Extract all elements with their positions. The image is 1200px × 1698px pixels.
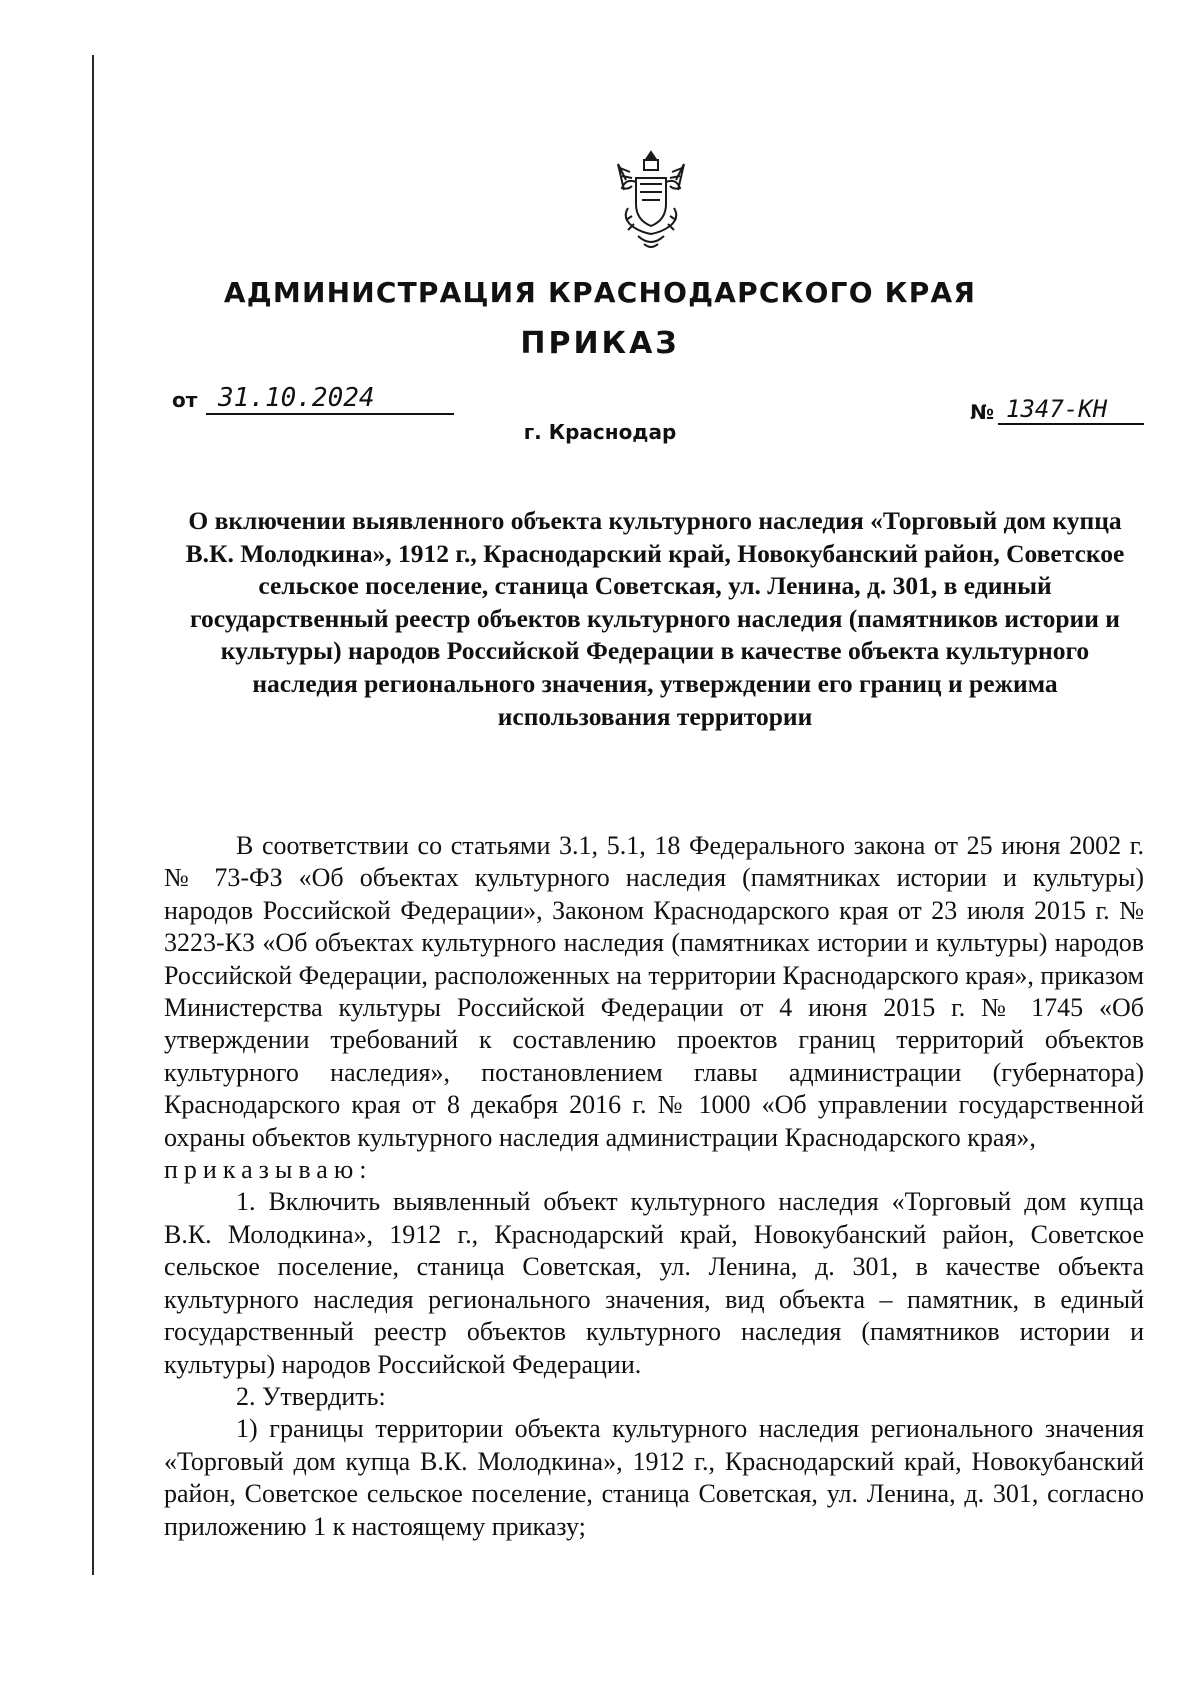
document-date: 31.10.2024	[206, 383, 454, 415]
document-type: ПРИКАЗ	[520, 326, 680, 361]
organization-name: АДМИНИСТРАЦИЯ КРАСНОДАРСКОГО КРАЯ	[223, 276, 977, 309]
order-verb: приказываю:	[164, 1155, 373, 1185]
document-city: г. Краснодар	[523, 420, 677, 444]
item-1-paragraph: 1. Включить выявленный объект культурного наследия «Торговый дом купца В.К. Молодкина», 1912 г., Краснодарский край, Новокубанский район, Советское сельское поселение, станица Советская, ул. Ленина, д. 301, в качестве объекта культурного наследия регионального значения, вид объекта – памятник, в единый государственный реестр объектов культурного наследия (памятников истории и культуры) народов Российской Федерации.	[164, 1187, 1144, 1379]
document-number: 1347-КН	[998, 395, 1144, 425]
date-label: от	[172, 388, 198, 412]
item-2-1-paragraph: 1) границы территории объекта культурного наследия регионального значения «Торговый дом купца В.К. Молодкина», 1912 г., Краснодарский край, Новокубанский район, Советское сельское поселение, станица Советская, ул. Ленина, д. 301, согласно приложению 1 к настоящему приказу;	[164, 1414, 1144, 1541]
document-body	[164, 830, 1144, 1543]
item-2-paragraph: 2. Утвердить:	[236, 1381, 386, 1411]
coat-of-arms-icon	[614, 150, 688, 252]
number-label: №	[970, 400, 995, 424]
document-title: О включении выявленного объекта культурного наследия «Торговый дом купца В.К. Молодкина», 1912 г., Краснодарский край, Новокубанский район, Советское сельское поселение, станица Советская, ул. Ленина, д. 301, в единый государственный реестр объектов культурного наследия (памятников истории и культуры) народов Российской Федерации в качестве объекта культурного наследия регионального значения, утверждении его границ и режима использования территории	[185, 506, 1125, 731]
preamble-paragraph: В соответствии со статьями 3.1, 5.1, 18 Федерального закона от 25 июня 2002 г. № 73-ФЗ «Об объектах культурного наследия (памятниках истории и культуры) народов Российской Федерации», Законом Краснодарского края от 23 июля 2015 г. № 3223-КЗ «Об объектах культурного наследия (памятниках истории и культуры) народов Российской Федерации, расположенных на территории Краснодарского края», приказом Министерства культуры Российской Федерации от 4 июня 2015 г. № 1745 «Об утверждении требований к составлению проектов границ территорий объектов культурного наследия», постановлением главы администрации (губернатора) Краснодарского края от 8 декабря 2016 г. № 1000 «Об управлении государственной охраны объектов культурного наследия администрации Краснодарского края»,	[164, 831, 1145, 1152]
